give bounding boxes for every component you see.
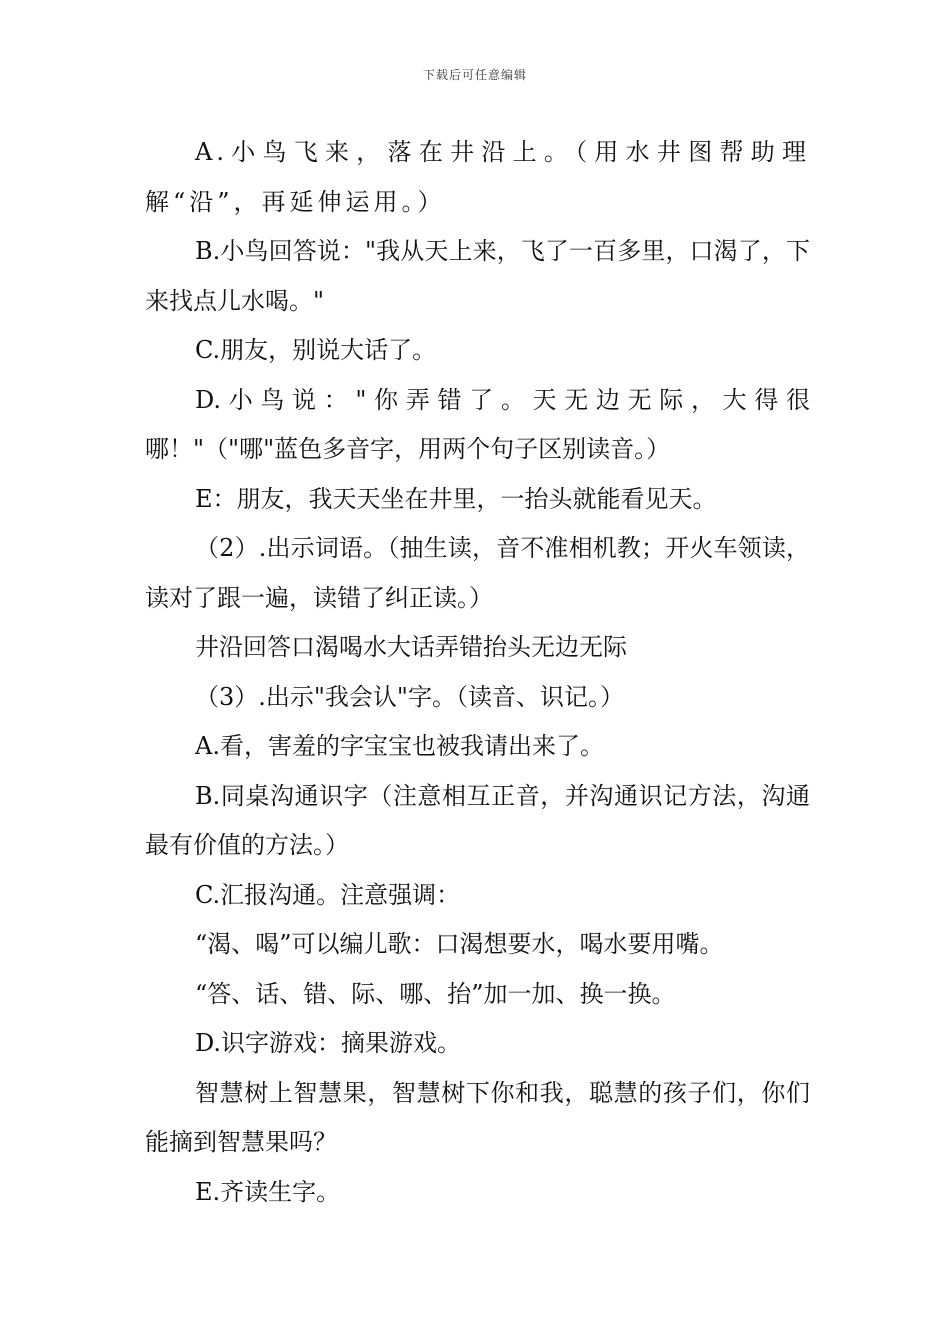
paragraph-step-3-characters: （3）.出示"我会认"字。（读音、识记。）	[195, 682, 624, 711]
document-body	[145, 128, 810, 1217]
paragraph-d-bird-says: D.小鸟说："你弄错了。天无边无际，大得很哪！"（"哪"蓝色多音字，用两个句子区别读音。）	[145, 385, 810, 463]
paragraph-e-frog-says: E：朋友，我天天坐在井里，一抬头就能看见天。	[195, 484, 717, 513]
paragraph-a-bird-lands: A.小鸟飞来，落在井沿上。（用水井图帮助理解“沿”，再延伸运用。）	[145, 138, 810, 216]
paragraph-b-bird-answers: B.小鸟回答说："我从天上来，飞了一百多里，口渴了，下来找点儿水喝。"	[145, 237, 810, 315]
paragraph-rhyme: “渴、喝”可以编儿歌：口渴想要水，喝水要用嘴。	[195, 930, 724, 958]
paragraph-step-2-words: （2）.出示词语。（抽生读，音不准相机教；开火车领读，读对了跟一遍，读错了纠正读。）	[145, 534, 810, 612]
paragraph-a-shy-characters: A.看，害羞的字宝宝也被我请出来了。	[195, 732, 604, 760]
paragraph-e-read-together: E.齐读生字。	[195, 1177, 341, 1206]
paragraph-c-report: C.汇报沟通。注意强调：	[195, 880, 461, 909]
paragraph-c-friend: C.朋友，别说大话了。	[195, 336, 437, 364]
paragraph-b-deskmate: B.同桌沟通识字（注意相互正音，并沟通识记方法，沟通最有价值的方法。）	[145, 781, 810, 859]
paragraph-d-game: D.识字游戏：摘果游戏。	[195, 1029, 462, 1057]
page-header: 下载后可任意编辑	[422, 68, 527, 82]
paragraph-wisdom-tree: 智慧树上智慧果，智慧树下你和我，聪慧的孩子们，你们能摘到智慧果吗？	[145, 1078, 810, 1156]
paragraph-word-list: 井沿回答口渴喝水大话弄错抬头无边无际	[195, 633, 627, 661]
paragraph-add-change: “答、话、错、际、哪、抬”加一加、换一换。	[195, 979, 676, 1008]
